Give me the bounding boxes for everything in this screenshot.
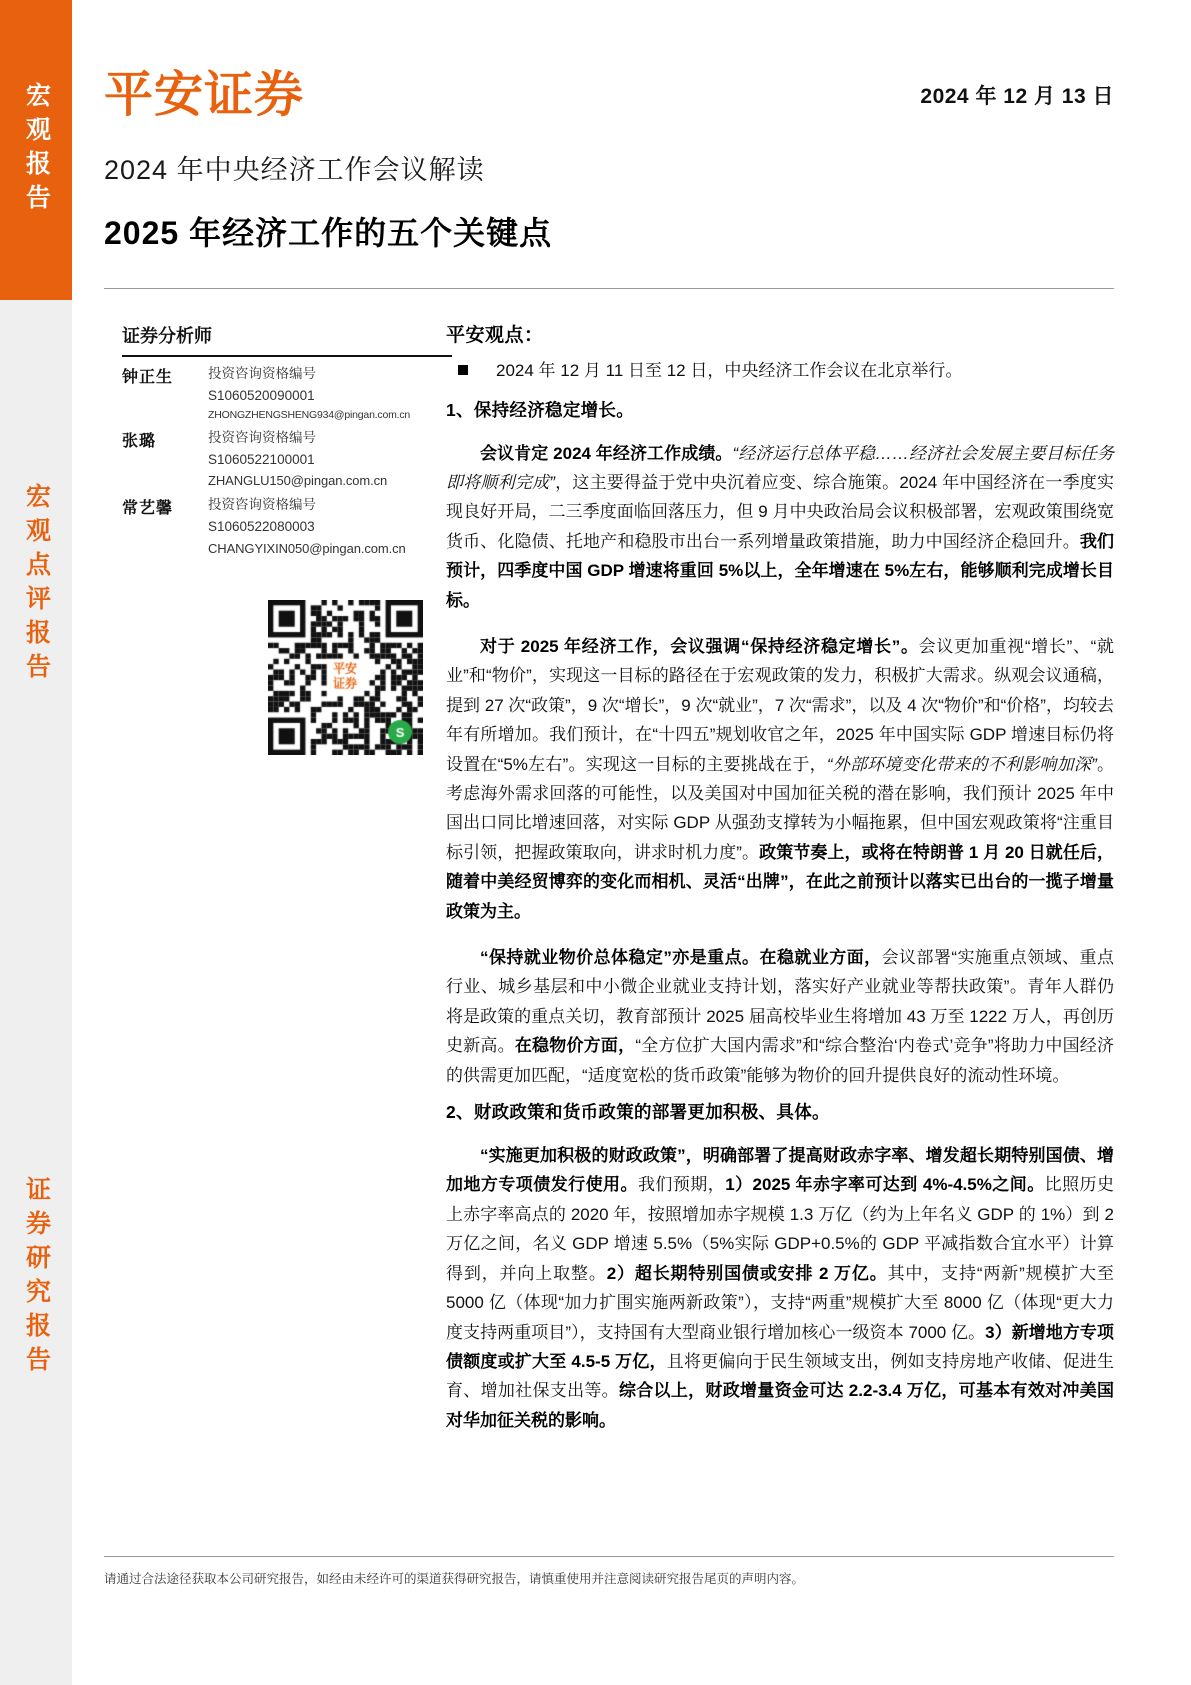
section-1-paragraph-1: 会议肯定 2024 年经济工作成绩。“经济运行总体平稳……经济社会发展主要目标任务即将顺利完成”，这主要得益于党中央沉着应变、综合施策。2024 年中国经济在一季度实现良好开局，二三季度面临回落压力，但 9 月中央政治局会议积极部署，宏观政策围绕宽货币、化隐债、托地产和稳股市出台一系列增量政策措施，助力中国经济企稳回升。我们预计，四季度中国 GDP 增速将重回 5%以上，全年增速在 5%左右，能够顺利完成增长目标。	[446, 443, 1115, 610]
footer-disclaimer: 请通过合法途径获取本公司研究报告，如经由未经许可的渠道获得研究报告，请慎重使用并注意阅读研究报告尾页的声明内容。	[104, 1572, 805, 1586]
analyst-email[interactable]: ZHANGLU150@pingan.com.cn	[208, 473, 388, 489]
analyst-divider	[122, 355, 452, 357]
square-bullet-icon	[458, 365, 468, 375]
analyst-panel	[122, 322, 452, 562]
analyst-license-number: S1060522080003	[208, 519, 315, 535]
sidebar-band-label: 宏观报告	[22, 82, 51, 218]
analyst-qualification-label: 投资咨询资格编号	[208, 366, 316, 381]
section-2-paragraph-1: “实施更加积极的财政政策”，明确部署了提高财政赤字率、增发超长期特别国债、增加地方专项债发行使用。我们预期，1）2025 年赤字率可达到 4%-4.5%之间。比照历史上赤字率高点的 2020 年，按照增加赤字规模 1.3 万亿（约为上年名义 GDP 的 1%）到 2 万亿之间，名义 GDP 增速 5.5%（5%实际 GDP+0.5%的 GDP 平减指数合宜水平）计算得到，并向上取整。2）超长期特别国债或安排 2 万亿。其中，支持“两新”规模扩大至 5000 亿（体现“加力扩围实施两新政策”），支持“两重”规模扩大至 8000 亿（体现“更大力度支持两重项目”），支持国有大型商业银行增加核心一级资本 7000 亿。3）新增地方专项债额度或扩大至 4.5-5 万亿，且将更偏向于民生领域支出，例如支持房地产收储、促进生育、增加社保支出等。综合以上，财政增量资金可达 2.2-3.4 万亿，可基本有效对冲美国对华加征关税的影响。	[446, 1146, 1115, 1430]
analyst-entry	[122, 494, 452, 559]
sidebar	[0, 0, 72, 1685]
summary-bullet-text: 2024 年 12 月 11 日至 12 日，中央经济工作会议在北京举行。	[496, 361, 963, 380]
sidebar-band-label: 宏观点评报告	[22, 483, 51, 687]
analyst-entry	[122, 427, 452, 492]
sidebar-band-research-report	[0, 870, 72, 1685]
analyst-qualification-label: 投资咨询资格编号	[208, 429, 316, 445]
footer-divider	[104, 1556, 1114, 1557]
summary-bullet	[446, 357, 1114, 385]
analyst-qualification-label: 投资咨询资格编号	[208, 497, 316, 513]
qr-code-image	[268, 600, 423, 755]
analyst-name: 张璐	[122, 432, 157, 450]
viewpoint-heading: 平安观点：	[446, 325, 544, 346]
analyst-panel-heading: 证券分析师	[122, 326, 212, 346]
sidebar-band-macro-report	[0, 0, 72, 300]
report-title: 2025 年经济工作的五个关键点	[104, 215, 553, 251]
header-divider	[104, 288, 1114, 289]
company-logo: 平安证券	[104, 66, 305, 123]
section-2-heading: 2、财政政策和货币政策的部署更加积极、具体。	[446, 1102, 830, 1123]
report-subtitle: 2024 年中央经济工作会议解读	[104, 155, 485, 185]
page-body	[72, 0, 1191, 1685]
analyst-name: 钟正生	[122, 369, 174, 386]
document-date: 2024 年 12 月 13 日	[920, 85, 1114, 108]
analyst-email[interactable]: CHANGYIXIN050@pingan.com.cn	[208, 541, 406, 557]
analyst-license-number: S1060520090001	[208, 387, 315, 403]
document-header	[104, 56, 1114, 126]
section-1-paragraph-2: 对于 2025 年经济工作，会议强调“保持经济稳定增长”。会议更加重视“增长”、“就业”和“物价”，实现这一目标的路径在于宏观政策的发力，积极扩大需求。纵观会议通稿，提到 27 次“政策”，9 次“增长”，9 次“就业”，7 次“需求”，以及 4 次“物价”和“价格”，均较去年有所增加。我们预计，在“十四五”规划收官之年，2025 年中国实际 GDP 增速目标仍将设置在“5%左右”。实现这一目标的主要挑战在于，“外部环境变化带来的不利影响加深”。考虑海外需求回落的可能性，以及美国对中国加征关税的潜在影响，我们预计 2025 年中国出口同比增速回落，对实际 GDP 从强劲支撑转为小幅拖累，但中国宏观政策将“注重目标引领，把握政策取向，讲求时机力度”。政策节奏上，或将在特朗普 1 月 20 日就任后，随着中美经贸博弈的变化而相机、灵活“出牌”，在此之前预计以落实已出台的一揽子增量政策为主。	[446, 636, 1115, 921]
main-content	[446, 320, 1114, 1444]
section-1-heading: 1、保持经济稳定增长。	[446, 399, 635, 420]
qr-code[interactable]	[268, 600, 423, 755]
analyst-entry	[122, 363, 452, 424]
analyst-email[interactable]: ZHONGZHENGSHENG934@pingan.com.cn	[208, 408, 411, 421]
analyst-license-number: S1060522100001	[208, 451, 315, 467]
sidebar-band-label: 证券研究报告	[22, 1175, 51, 1380]
analyst-name: 常艺馨	[122, 500, 174, 518]
sidebar-band-macro-commentary	[0, 300, 72, 870]
section-1-paragraph-3: “保持就业物价总体稳定”亦是重点。在稳就业方面，会议部署“实施重点领域、重点行业、城乡基层和中小微企业就业支持计划，落实好产业就业等帮扶政策”。青年人群仍将是政策的重点关切，教育部预计 2025 届高校毕业生将增加 43 万至 1222 万人，再创历史新高。在稳物价方面，“全方位扩大国内需求”和“综合整治‘内卷式’竞争”将助力中国经济的供需更加匹配，“适度宽松的货币政策”能够为物价的回升提供良好的流动性环境。	[446, 948, 1115, 1085]
